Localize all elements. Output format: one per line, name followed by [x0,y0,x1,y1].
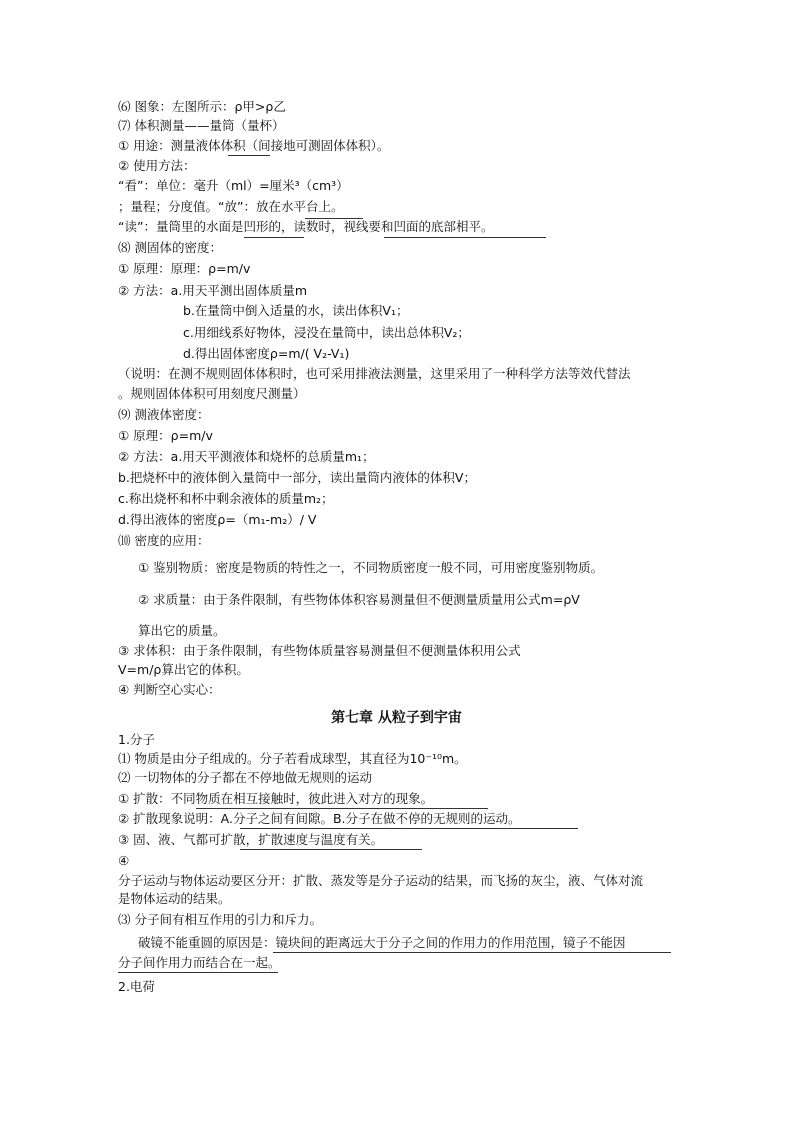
text-line: ⑺ 体积测量——量筒（量杯） [118,118,285,133]
text-line: 破镜不能重圆的原因是：镜块间的距离远大于分子之间的作用力的作用范围，镜子不能因 [138,935,626,950]
underline-mark [384,237,546,238]
underline-mark [244,237,304,238]
text-line: ② 方法：a.用天平测出固体质量m [118,283,307,298]
underline-mark [273,952,671,953]
text-line: c.用细线系好物体，浸没在量筒中，读出总体积V₂； [183,325,470,340]
text-line: 分子间作用力而结合在一起。 [118,955,281,970]
underline-mark [240,828,578,829]
text-line: ① 用途：测量液体体积（间接地可测固体体积）。 [118,138,390,153]
text-line: c.称出烧杯和杯中剩余液体的质量m₂； [118,491,334,506]
text-line: ⑹ 图象：左图所示：ρ甲>ρ乙 [118,99,286,114]
text-line: V=m/ρ算出它的体积。 [118,662,249,677]
text-line: ② 扩散现象说明：A.分子之间有间隙。B.分子在做不停的无规则的运动。 [118,811,521,826]
text-line: “看”：单位：毫升（ml）=厘米³（cm³） [118,178,349,193]
underline-mark [118,972,278,973]
text-line: b.在量筒中倒入适量的水，读出体积V₁； [183,303,409,318]
text-line: ③ 固、液、气都可扩散，扩散速度与温度有关。 [118,832,384,847]
text-line: ① 原理：原理：ρ=m/v [118,261,251,276]
text-line: ⑵ 一切物体的分子都在不停地做无规则的运动 [118,770,372,785]
text-line: ；量程；分度值。“放”：放在水平台上。 [118,199,344,214]
text-line: b.把烧杯中的液体倒入量筒中一部分，读出量筒内液体的体积V； [118,470,476,485]
text-line: ④ [118,853,130,868]
text-line: 是物体运动的结果。 [118,891,231,906]
text-line: “读”：量筒里的水面是凹形的，读数时，视线要和凹面的底部相平。 [118,219,494,234]
text-line: ⑻ 测固体的密度： [118,240,222,255]
text-line: ① 鉴别物质：密度是物质的特性之一，不同物质密度一般不同，可用密度鉴别物质。 [138,560,604,575]
text-line: ② 求质量：由于条件限制，有些物体体积容易测量但不便测量质量用公式m=ρV [138,592,580,607]
text-line: d.得出液体的密度ρ=（m₁-m₂）/ V [118,512,317,527]
underline-mark [228,155,270,156]
text-line: ⑴ 物质是由分子组成的。分子若看成球型，其直径为10⁻¹⁰m。 [118,751,467,766]
text-line: ① 原理：ρ=m/v [118,428,213,443]
text-line: ⑽ 密度的应用： [118,533,210,548]
text-line: ② 方法：a.用天平测液体和烧杯的总质量m₁； [118,449,375,464]
text-line: d.得出固体密度ρ=m/( V₂-V₁) [183,346,350,361]
chapter-title: 第七章 从粒子到宇宙 [331,710,462,726]
text-line: ② 使用方法： [118,158,196,173]
underline-mark [305,218,363,219]
text-line: 2.电荷 [118,979,155,994]
underline-mark [240,849,422,850]
text-line: ④ 判断空心实心： [118,682,221,697]
text-line: ① 扩散：不同物质在相互接触时，彼此进入对方的现象。 [118,791,434,806]
text-line: 分子运动与物体运动要区分开：扩散、蒸发等是分子运动的结果，而飞扬的灰尘，液、气体对流 [118,873,644,888]
text-line: 1.分子 [118,732,155,747]
underline-mark [196,808,488,809]
text-line: ⑼ 测液体密度： [118,407,210,422]
text-line: ⑶ 分子间有相互作用的引力和斥力。 [118,912,322,927]
text-line: 。规则固体体积可用刻度尺测量） [118,386,306,401]
text-line: 算出它的质量。 [138,623,226,638]
text-line: （说明：在测不规则固体体积时，也可采用排液法测量，这里采用了一种科学方法等效代替法 [118,366,631,381]
text-line: ③ 求体积：由于条件限制，有些物体质量容易测量但不便测量体积用公式 [118,643,521,658]
